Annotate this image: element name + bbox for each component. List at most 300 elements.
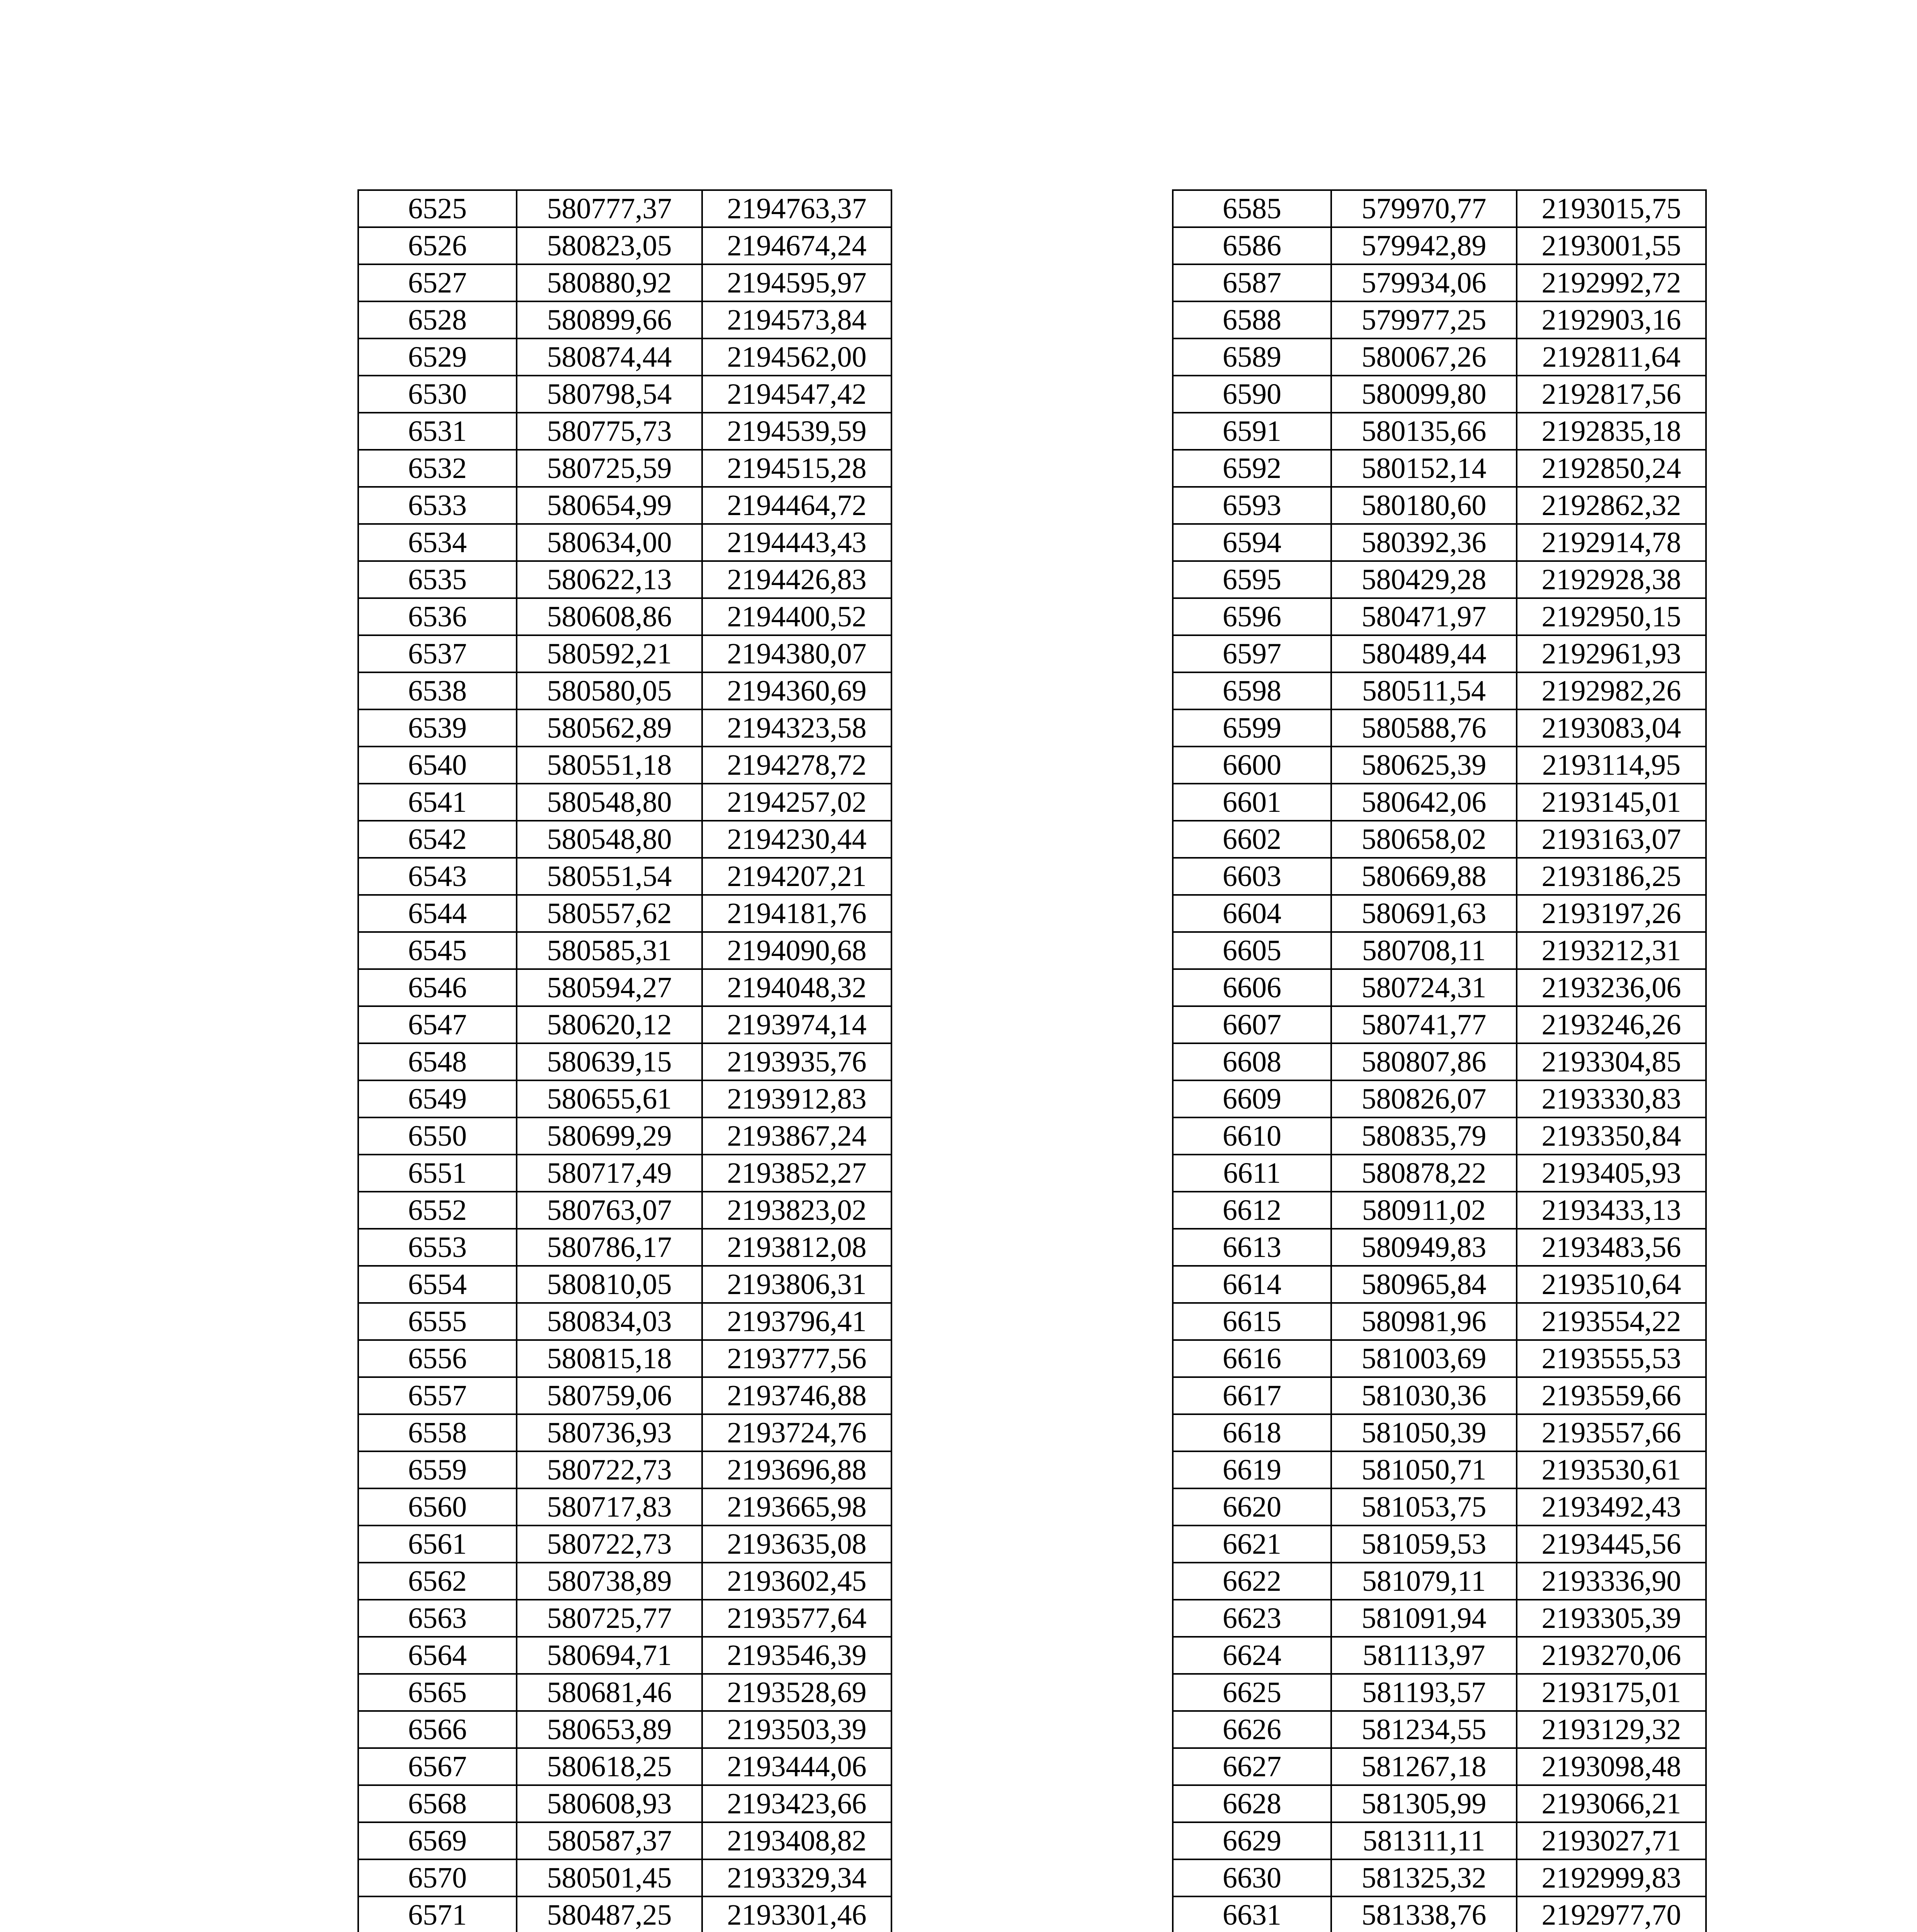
y-coordinate-cell: 2193175,01 bbox=[1517, 1674, 1706, 1711]
table-row bbox=[358, 747, 891, 784]
x-coordinate-cell: 580786,17 bbox=[517, 1229, 702, 1266]
coordinates-table-right bbox=[1172, 189, 1707, 1932]
point-number-cell: 6549 bbox=[358, 1080, 517, 1117]
x-coordinate-cell: 580655,61 bbox=[517, 1080, 702, 1117]
x-coordinate-cell: 580981,96 bbox=[1331, 1303, 1517, 1340]
point-number-cell: 6605 bbox=[1173, 932, 1331, 969]
x-coordinate-cell: 580738,89 bbox=[517, 1563, 702, 1600]
y-coordinate-cell: 2193083,04 bbox=[1517, 709, 1706, 747]
table-row bbox=[1173, 821, 1706, 858]
x-coordinate-cell: 580815,18 bbox=[517, 1340, 702, 1377]
x-coordinate-cell: 580180,60 bbox=[1331, 487, 1517, 524]
y-coordinate-cell: 2193015,75 bbox=[1517, 190, 1706, 227]
y-coordinate-cell: 2193806,31 bbox=[702, 1266, 891, 1303]
table-row bbox=[358, 1637, 891, 1674]
table-row bbox=[358, 301, 891, 338]
y-coordinate-cell: 2193635,08 bbox=[702, 1526, 891, 1563]
table-row bbox=[358, 227, 891, 264]
y-coordinate-cell: 2193197,26 bbox=[1517, 895, 1706, 932]
x-coordinate-cell: 580471,97 bbox=[1331, 598, 1517, 635]
point-number-cell: 6561 bbox=[358, 1526, 517, 1563]
y-coordinate-cell: 2193246,26 bbox=[1517, 1006, 1706, 1043]
table-row bbox=[1173, 1266, 1706, 1303]
x-coordinate-cell: 580608,93 bbox=[517, 1785, 702, 1822]
point-number-cell: 6609 bbox=[1173, 1080, 1331, 1117]
table-row bbox=[1173, 1600, 1706, 1637]
y-coordinate-cell: 2193577,64 bbox=[702, 1600, 891, 1637]
point-number-cell: 6606 bbox=[1173, 969, 1331, 1006]
point-number-cell: 6630 bbox=[1173, 1859, 1331, 1896]
point-number-cell: 6559 bbox=[358, 1451, 517, 1488]
table-row bbox=[358, 1451, 891, 1488]
table-row bbox=[1173, 1043, 1706, 1080]
table-row bbox=[1173, 709, 1706, 747]
y-coordinate-cell: 2193777,56 bbox=[702, 1340, 891, 1377]
x-coordinate-cell: 580622,13 bbox=[517, 561, 702, 598]
x-coordinate-cell: 580722,73 bbox=[517, 1451, 702, 1488]
table-row bbox=[1173, 1822, 1706, 1859]
x-coordinate-cell: 579934,06 bbox=[1331, 264, 1517, 301]
table-row bbox=[1173, 635, 1706, 672]
point-number-cell: 6588 bbox=[1173, 301, 1331, 338]
point-number-cell: 6539 bbox=[358, 709, 517, 747]
table-row bbox=[358, 376, 891, 413]
table-row bbox=[1173, 487, 1706, 524]
point-number-cell: 6553 bbox=[358, 1229, 517, 1266]
y-coordinate-cell: 2193557,66 bbox=[1517, 1414, 1706, 1451]
x-coordinate-cell: 580557,62 bbox=[517, 895, 702, 932]
y-coordinate-cell: 2194230,44 bbox=[702, 821, 891, 858]
y-coordinate-cell: 2193554,22 bbox=[1517, 1303, 1706, 1340]
table-row bbox=[358, 1006, 891, 1043]
table-row bbox=[358, 1600, 891, 1637]
y-coordinate-cell: 2192961,93 bbox=[1517, 635, 1706, 672]
point-number-cell: 6590 bbox=[1173, 376, 1331, 413]
y-coordinate-cell: 2193350,84 bbox=[1517, 1117, 1706, 1155]
x-coordinate-cell: 580548,80 bbox=[517, 821, 702, 858]
x-coordinate-cell: 580691,63 bbox=[1331, 895, 1517, 932]
point-number-cell: 6593 bbox=[1173, 487, 1331, 524]
point-number-cell: 6555 bbox=[358, 1303, 517, 1340]
x-coordinate-cell: 580717,83 bbox=[517, 1488, 702, 1526]
x-coordinate-cell: 580807,86 bbox=[1331, 1043, 1517, 1080]
y-coordinate-cell: 2194257,02 bbox=[702, 784, 891, 821]
table-row bbox=[358, 1488, 891, 1526]
table-row bbox=[358, 1229, 891, 1266]
table-row bbox=[358, 190, 891, 227]
y-coordinate-cell: 2193444,06 bbox=[702, 1748, 891, 1785]
y-coordinate-cell: 2193812,08 bbox=[702, 1229, 891, 1266]
x-coordinate-cell: 580669,88 bbox=[1331, 858, 1517, 895]
y-coordinate-cell: 2193304,85 bbox=[1517, 1043, 1706, 1080]
table-row bbox=[1173, 932, 1706, 969]
point-number-cell: 6567 bbox=[358, 1748, 517, 1785]
y-coordinate-cell: 2193796,41 bbox=[702, 1303, 891, 1340]
point-number-cell: 6620 bbox=[1173, 1488, 1331, 1526]
table-body-left bbox=[358, 190, 891, 1932]
point-number-cell: 6566 bbox=[358, 1711, 517, 1748]
table-row bbox=[358, 1526, 891, 1563]
x-coordinate-cell: 580489,44 bbox=[1331, 635, 1517, 672]
point-number-cell: 6598 bbox=[1173, 672, 1331, 709]
point-number-cell: 6625 bbox=[1173, 1674, 1331, 1711]
table-row bbox=[1173, 524, 1706, 561]
table-row bbox=[358, 1785, 891, 1822]
x-coordinate-cell: 580487,25 bbox=[517, 1896, 702, 1932]
y-coordinate-cell: 2194464,72 bbox=[702, 487, 891, 524]
y-coordinate-cell: 2192914,78 bbox=[1517, 524, 1706, 561]
x-coordinate-cell: 580834,03 bbox=[517, 1303, 702, 1340]
x-coordinate-cell: 581050,71 bbox=[1331, 1451, 1517, 1488]
table-row bbox=[358, 413, 891, 450]
x-coordinate-cell: 580724,31 bbox=[1331, 969, 1517, 1006]
point-number-cell: 6601 bbox=[1173, 784, 1331, 821]
point-number-cell: 6552 bbox=[358, 1192, 517, 1229]
table-row bbox=[358, 1303, 891, 1340]
y-coordinate-cell: 2193530,61 bbox=[1517, 1451, 1706, 1488]
x-coordinate-cell: 580798,54 bbox=[517, 376, 702, 413]
x-coordinate-cell: 580835,79 bbox=[1331, 1117, 1517, 1155]
x-coordinate-cell: 580823,05 bbox=[517, 227, 702, 264]
table-row bbox=[1173, 1896, 1706, 1932]
y-coordinate-cell: 2193001,55 bbox=[1517, 227, 1706, 264]
y-coordinate-cell: 2193114,95 bbox=[1517, 747, 1706, 784]
point-number-cell: 6535 bbox=[358, 561, 517, 598]
point-number-cell: 6562 bbox=[358, 1563, 517, 1600]
table-row bbox=[358, 1117, 891, 1155]
table-row bbox=[358, 1711, 891, 1748]
table-row bbox=[358, 561, 891, 598]
y-coordinate-cell: 2193330,83 bbox=[1517, 1080, 1706, 1117]
x-coordinate-cell: 580501,45 bbox=[517, 1859, 702, 1896]
y-coordinate-cell: 2193546,39 bbox=[702, 1637, 891, 1674]
table-row bbox=[1173, 1488, 1706, 1526]
x-coordinate-cell: 580763,07 bbox=[517, 1192, 702, 1229]
table-row bbox=[358, 1155, 891, 1192]
table-row bbox=[358, 1340, 891, 1377]
point-number-cell: 6624 bbox=[1173, 1637, 1331, 1674]
y-coordinate-cell: 2194323,58 bbox=[702, 709, 891, 747]
table-row bbox=[1173, 1748, 1706, 1785]
y-coordinate-cell: 2193270,06 bbox=[1517, 1637, 1706, 1674]
point-number-cell: 6570 bbox=[358, 1859, 517, 1896]
x-coordinate-cell: 580874,44 bbox=[517, 338, 702, 376]
x-coordinate-cell: 580759,06 bbox=[517, 1377, 702, 1414]
x-coordinate-cell: 580717,49 bbox=[517, 1155, 702, 1192]
point-number-cell: 6608 bbox=[1173, 1043, 1331, 1080]
y-coordinate-cell: 2193974,14 bbox=[702, 1006, 891, 1043]
point-number-cell: 6607 bbox=[1173, 1006, 1331, 1043]
x-coordinate-cell: 580620,12 bbox=[517, 1006, 702, 1043]
table-row bbox=[1173, 376, 1706, 413]
table-row bbox=[358, 858, 891, 895]
x-coordinate-cell: 580722,73 bbox=[517, 1526, 702, 1563]
table-row bbox=[358, 932, 891, 969]
table-row bbox=[358, 1266, 891, 1303]
x-coordinate-cell: 580741,77 bbox=[1331, 1006, 1517, 1043]
x-coordinate-cell: 580618,25 bbox=[517, 1748, 702, 1785]
point-number-cell: 6587 bbox=[1173, 264, 1331, 301]
y-coordinate-cell: 2194547,42 bbox=[702, 376, 891, 413]
table-row bbox=[358, 450, 891, 487]
point-number-cell: 6628 bbox=[1173, 1785, 1331, 1822]
table-row bbox=[358, 1896, 891, 1932]
x-coordinate-cell: 580725,59 bbox=[517, 450, 702, 487]
table-row bbox=[358, 969, 891, 1006]
point-number-cell: 6585 bbox=[1173, 190, 1331, 227]
table-row bbox=[358, 338, 891, 376]
point-number-cell: 6612 bbox=[1173, 1192, 1331, 1229]
y-coordinate-cell: 2192999,83 bbox=[1517, 1859, 1706, 1896]
point-number-cell: 6551 bbox=[358, 1155, 517, 1192]
table-row bbox=[1173, 1377, 1706, 1414]
table-row bbox=[1173, 227, 1706, 264]
table-row bbox=[1173, 450, 1706, 487]
x-coordinate-cell: 581050,39 bbox=[1331, 1414, 1517, 1451]
table-row bbox=[358, 635, 891, 672]
table-row bbox=[1173, 1414, 1706, 1451]
point-number-cell: 6530 bbox=[358, 376, 517, 413]
table-row bbox=[358, 672, 891, 709]
x-coordinate-cell: 580594,27 bbox=[517, 969, 702, 1006]
table-row bbox=[1173, 301, 1706, 338]
x-coordinate-cell: 580592,21 bbox=[517, 635, 702, 672]
point-number-cell: 6621 bbox=[1173, 1526, 1331, 1563]
x-coordinate-cell: 580878,22 bbox=[1331, 1155, 1517, 1192]
point-number-cell: 6534 bbox=[358, 524, 517, 561]
point-number-cell: 6545 bbox=[358, 932, 517, 969]
table-row bbox=[1173, 264, 1706, 301]
y-coordinate-cell: 2192992,72 bbox=[1517, 264, 1706, 301]
x-coordinate-cell: 580725,77 bbox=[517, 1600, 702, 1637]
table-body-right bbox=[1173, 190, 1706, 1932]
y-coordinate-cell: 2193492,43 bbox=[1517, 1488, 1706, 1526]
y-coordinate-cell: 2193408,82 bbox=[702, 1822, 891, 1859]
x-coordinate-cell: 580152,14 bbox=[1331, 450, 1517, 487]
point-number-cell: 6594 bbox=[1173, 524, 1331, 561]
y-coordinate-cell: 2194595,97 bbox=[702, 264, 891, 301]
table-row bbox=[358, 1080, 891, 1117]
x-coordinate-cell: 580551,18 bbox=[517, 747, 702, 784]
y-coordinate-cell: 2192862,32 bbox=[1517, 487, 1706, 524]
point-number-cell: 6618 bbox=[1173, 1414, 1331, 1451]
x-coordinate-cell: 579942,89 bbox=[1331, 227, 1517, 264]
y-coordinate-cell: 2193665,98 bbox=[702, 1488, 891, 1526]
table-row bbox=[1173, 1711, 1706, 1748]
x-coordinate-cell: 580608,86 bbox=[517, 598, 702, 635]
x-coordinate-cell: 580429,28 bbox=[1331, 561, 1517, 598]
point-number-cell: 6556 bbox=[358, 1340, 517, 1377]
y-coordinate-cell: 2194443,43 bbox=[702, 524, 891, 561]
x-coordinate-cell: 580775,73 bbox=[517, 413, 702, 450]
point-number-cell: 6592 bbox=[1173, 450, 1331, 487]
point-number-cell: 6550 bbox=[358, 1117, 517, 1155]
table-row bbox=[1173, 1229, 1706, 1266]
point-number-cell: 6542 bbox=[358, 821, 517, 858]
x-coordinate-cell: 580810,05 bbox=[517, 1266, 702, 1303]
y-coordinate-cell: 2194278,72 bbox=[702, 747, 891, 784]
point-number-cell: 6613 bbox=[1173, 1229, 1331, 1266]
table-row bbox=[1173, 338, 1706, 376]
y-coordinate-cell: 2193445,56 bbox=[1517, 1526, 1706, 1563]
x-coordinate-cell: 580949,83 bbox=[1331, 1229, 1517, 1266]
x-coordinate-cell: 580587,37 bbox=[517, 1822, 702, 1859]
table-row bbox=[1173, 1859, 1706, 1896]
point-number-cell: 6617 bbox=[1173, 1377, 1331, 1414]
y-coordinate-cell: 2193503,39 bbox=[702, 1711, 891, 1748]
point-number-cell: 6554 bbox=[358, 1266, 517, 1303]
point-number-cell: 6528 bbox=[358, 301, 517, 338]
y-coordinate-cell: 2193528,69 bbox=[702, 1674, 891, 1711]
x-coordinate-cell: 580551,54 bbox=[517, 858, 702, 895]
y-coordinate-cell: 2193301,46 bbox=[702, 1896, 891, 1932]
table-row bbox=[1173, 1563, 1706, 1600]
y-coordinate-cell: 2193027,71 bbox=[1517, 1822, 1706, 1859]
x-coordinate-cell: 580654,99 bbox=[517, 487, 702, 524]
y-coordinate-cell: 2192928,38 bbox=[1517, 561, 1706, 598]
y-coordinate-cell: 2194400,52 bbox=[702, 598, 891, 635]
table-row bbox=[1173, 1080, 1706, 1117]
table-row bbox=[358, 1822, 891, 1859]
y-coordinate-cell: 2193423,66 bbox=[702, 1785, 891, 1822]
x-coordinate-cell: 580135,66 bbox=[1331, 413, 1517, 450]
point-number-cell: 6531 bbox=[358, 413, 517, 450]
y-coordinate-cell: 2192982,26 bbox=[1517, 672, 1706, 709]
y-coordinate-cell: 2193696,88 bbox=[702, 1451, 891, 1488]
x-coordinate-cell: 580580,05 bbox=[517, 672, 702, 709]
point-number-cell: 6544 bbox=[358, 895, 517, 932]
point-number-cell: 6614 bbox=[1173, 1266, 1331, 1303]
point-number-cell: 6557 bbox=[358, 1377, 517, 1414]
table-row bbox=[1173, 672, 1706, 709]
point-number-cell: 6533 bbox=[358, 487, 517, 524]
table-row bbox=[358, 487, 891, 524]
y-coordinate-cell: 2193602,45 bbox=[702, 1563, 891, 1600]
y-coordinate-cell: 2193212,31 bbox=[1517, 932, 1706, 969]
x-coordinate-cell: 581113,97 bbox=[1331, 1637, 1517, 1674]
point-number-cell: 6626 bbox=[1173, 1711, 1331, 1748]
x-coordinate-cell: 580634,00 bbox=[517, 524, 702, 561]
y-coordinate-cell: 2193186,25 bbox=[1517, 858, 1706, 895]
y-coordinate-cell: 2193129,32 bbox=[1517, 1711, 1706, 1748]
table-row bbox=[1173, 1117, 1706, 1155]
point-number-cell: 6622 bbox=[1173, 1563, 1331, 1600]
y-coordinate-cell: 2193305,39 bbox=[1517, 1600, 1706, 1637]
point-number-cell: 6610 bbox=[1173, 1117, 1331, 1155]
x-coordinate-cell: 581079,11 bbox=[1331, 1563, 1517, 1600]
table-row bbox=[358, 524, 891, 561]
y-coordinate-cell: 2194515,28 bbox=[702, 450, 891, 487]
point-number-cell: 6543 bbox=[358, 858, 517, 895]
x-coordinate-cell: 580639,15 bbox=[517, 1043, 702, 1080]
point-number-cell: 6571 bbox=[358, 1896, 517, 1932]
point-number-cell: 6597 bbox=[1173, 635, 1331, 672]
point-number-cell: 6616 bbox=[1173, 1340, 1331, 1377]
y-coordinate-cell: 2192850,24 bbox=[1517, 450, 1706, 487]
x-coordinate-cell: 581325,32 bbox=[1331, 1859, 1517, 1896]
x-coordinate-cell: 581338,76 bbox=[1331, 1896, 1517, 1932]
point-number-cell: 6529 bbox=[358, 338, 517, 376]
x-coordinate-cell: 580911,02 bbox=[1331, 1192, 1517, 1229]
table-row bbox=[358, 1414, 891, 1451]
y-coordinate-cell: 2194674,24 bbox=[702, 227, 891, 264]
y-coordinate-cell: 2193912,83 bbox=[702, 1080, 891, 1117]
table-row bbox=[1173, 747, 1706, 784]
point-number-cell: 6595 bbox=[1173, 561, 1331, 598]
point-number-cell: 6564 bbox=[358, 1637, 517, 1674]
y-coordinate-cell: 2194539,59 bbox=[702, 413, 891, 450]
table-row bbox=[358, 1377, 891, 1414]
x-coordinate-cell: 581305,99 bbox=[1331, 1785, 1517, 1822]
x-coordinate-cell: 580658,02 bbox=[1331, 821, 1517, 858]
table-row bbox=[1173, 1155, 1706, 1192]
x-coordinate-cell: 581003,69 bbox=[1331, 1340, 1517, 1377]
point-number-cell: 6532 bbox=[358, 450, 517, 487]
y-coordinate-cell: 2193746,88 bbox=[702, 1377, 891, 1414]
point-number-cell: 6591 bbox=[1173, 413, 1331, 450]
y-coordinate-cell: 2192903,16 bbox=[1517, 301, 1706, 338]
x-coordinate-cell: 580965,84 bbox=[1331, 1266, 1517, 1303]
x-coordinate-cell: 580067,26 bbox=[1331, 338, 1517, 376]
table-row bbox=[358, 264, 891, 301]
x-coordinate-cell: 580548,80 bbox=[517, 784, 702, 821]
point-number-cell: 6604 bbox=[1173, 895, 1331, 932]
point-number-cell: 6619 bbox=[1173, 1451, 1331, 1488]
point-number-cell: 6527 bbox=[358, 264, 517, 301]
x-coordinate-cell: 580392,36 bbox=[1331, 524, 1517, 561]
table-row bbox=[1173, 1006, 1706, 1043]
x-coordinate-cell: 580653,89 bbox=[517, 1711, 702, 1748]
point-number-cell: 6558 bbox=[358, 1414, 517, 1451]
point-number-cell: 6600 bbox=[1173, 747, 1331, 784]
x-coordinate-cell: 580588,76 bbox=[1331, 709, 1517, 747]
x-coordinate-cell: 580585,31 bbox=[517, 932, 702, 969]
y-coordinate-cell: 2194181,76 bbox=[702, 895, 891, 932]
y-coordinate-cell: 2193433,13 bbox=[1517, 1192, 1706, 1229]
x-coordinate-cell: 580562,89 bbox=[517, 709, 702, 747]
table-row bbox=[358, 1043, 891, 1080]
x-coordinate-cell: 580708,11 bbox=[1331, 932, 1517, 969]
y-coordinate-cell: 2192835,18 bbox=[1517, 413, 1706, 450]
x-coordinate-cell: 581059,53 bbox=[1331, 1526, 1517, 1563]
x-coordinate-cell: 580777,37 bbox=[517, 190, 702, 227]
x-coordinate-cell: 581193,57 bbox=[1331, 1674, 1517, 1711]
table-row bbox=[1173, 561, 1706, 598]
table-row bbox=[358, 1563, 891, 1600]
point-number-cell: 6596 bbox=[1173, 598, 1331, 635]
x-coordinate-cell: 579977,25 bbox=[1331, 301, 1517, 338]
point-number-cell: 6602 bbox=[1173, 821, 1331, 858]
y-coordinate-cell: 2194090,68 bbox=[702, 932, 891, 969]
y-coordinate-cell: 2194207,21 bbox=[702, 858, 891, 895]
y-coordinate-cell: 2193823,02 bbox=[702, 1192, 891, 1229]
y-coordinate-cell: 2192950,15 bbox=[1517, 598, 1706, 635]
x-coordinate-cell: 580099,80 bbox=[1331, 376, 1517, 413]
table-row bbox=[1173, 413, 1706, 450]
x-coordinate-cell: 581030,36 bbox=[1331, 1377, 1517, 1414]
table-row bbox=[1173, 1526, 1706, 1563]
y-coordinate-cell: 2194562,00 bbox=[702, 338, 891, 376]
point-number-cell: 6568 bbox=[358, 1785, 517, 1822]
table-row bbox=[1173, 190, 1706, 227]
y-coordinate-cell: 2194048,32 bbox=[702, 969, 891, 1006]
x-coordinate-cell: 580694,71 bbox=[517, 1637, 702, 1674]
x-coordinate-cell: 581053,75 bbox=[1331, 1488, 1517, 1526]
x-coordinate-cell: 580736,93 bbox=[517, 1414, 702, 1451]
point-number-cell: 6538 bbox=[358, 672, 517, 709]
table-row bbox=[1173, 598, 1706, 635]
x-coordinate-cell: 580826,07 bbox=[1331, 1080, 1517, 1117]
